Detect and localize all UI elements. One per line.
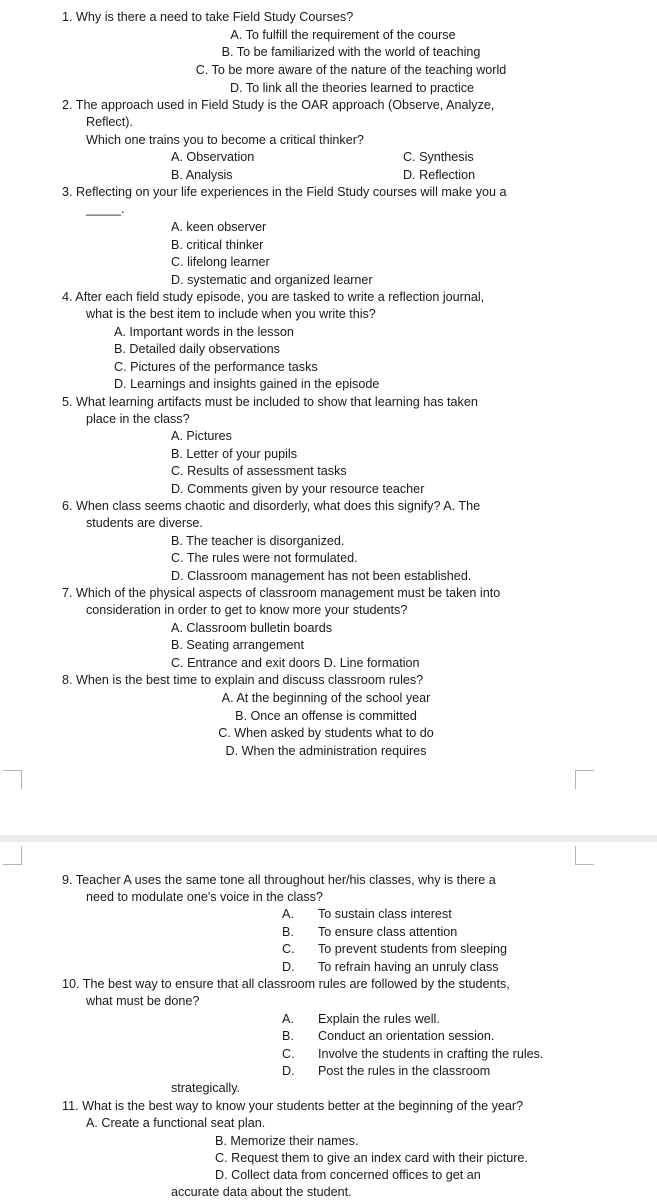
q9-option-b: [282, 925, 457, 940]
page-2: [0, 842, 657, 1198]
question-6-line-1: 6. When class seems chaotic and disorderly, what does this signify? A. The: [62, 499, 481, 513]
q7-option-c-d: C. Entrance and exit doors D. Line formation: [171, 656, 420, 670]
q2-option-b: B. Analysis: [171, 168, 233, 182]
option-letter: D.: [282, 960, 295, 974]
option-letter: D.: [282, 1064, 295, 1078]
q9-option-d: [282, 960, 499, 975]
page-separator: [0, 835, 657, 842]
q5-option-b: B. Letter of your pupils: [171, 447, 298, 461]
q10-option-c: [282, 1047, 543, 1062]
question-11-line-1: 11. What is the best way to know your students better at the beginning of the year?: [62, 1099, 524, 1113]
q11-continuation: accurate data about the student.: [171, 1185, 352, 1199]
q3-option-b: B. critical thinker: [171, 238, 264, 252]
q1-option-d: D. To link all the theories learned to practice: [229, 81, 475, 95]
question-2-line-2: Reflect).: [86, 115, 133, 129]
q3-option-c: C. lifelong learner: [171, 255, 270, 269]
option-text: Post the rules in the classroom: [318, 1064, 491, 1078]
q6-option-c: C. The rules were not formulated.: [171, 551, 358, 565]
q4-option-b: B. Detailed daily observations: [114, 342, 280, 356]
q10-option-b: [282, 1029, 494, 1044]
option-letter: A.: [282, 907, 294, 921]
question-1: 1. Why is there a need to take Field Study Courses?: [62, 10, 354, 24]
option-letter: B.: [282, 925, 294, 939]
question-8: 8. When is the best time to explain and discuss classroom rules?: [62, 673, 424, 687]
q11-option-c: C. Request them to give an index card with their picture.: [215, 1151, 528, 1165]
question-5-line-1: 5. What learning artifacts must be included to show that learning has taken: [62, 395, 478, 409]
q6-option-d: D. Classroom management has not been established.: [171, 569, 472, 583]
q3-option-a: A. keen observer: [171, 220, 267, 234]
q1-option-c: C. To be more aware of the nature of the teaching world: [195, 63, 507, 77]
crop-mark-bottom-left: [3, 846, 22, 865]
question-6-line-2: students are diverse.: [86, 516, 203, 530]
option-text: To refrain having an unruly class: [318, 960, 499, 974]
question-4-line-1: 4. After each field study episode, you are tasked to write a reflection journal,: [62, 290, 485, 304]
q8-option-b: B. Once an offense is committed: [235, 709, 417, 723]
q4-option-c: C. Pictures of the performance tasks: [114, 360, 318, 374]
question-10-line-1: 10. The best way to ensure that all classroom rules are followed by the students,: [62, 977, 510, 991]
crop-mark-bottom-right: [575, 846, 594, 865]
q9-option-c: [282, 942, 507, 957]
q8-option-c: C. When asked by students what to do: [218, 726, 434, 740]
question-2-line-1: 2. The approach used in Field Study is the OAR approach (Observe, Analyze,: [62, 98, 495, 112]
option-text: To ensure class attention: [318, 925, 458, 939]
question-7-line-1: 7. Which of the physical aspects of classroom management must be taken into: [62, 586, 501, 600]
option-text: Explain the rules well.: [318, 1012, 440, 1026]
q10-option-a: [282, 1012, 440, 1027]
q4-option-d: D. Learnings and insights gained in the episode: [114, 377, 380, 391]
q9-option-a: [282, 907, 452, 922]
question-9-line-2: need to modulate one's voice in the class?: [86, 890, 323, 904]
q3-option-d: D. systematic and organized learner: [171, 273, 373, 287]
question-4-line-2: what is the best item to include when you write this?: [86, 307, 376, 321]
option-text: To sustain class interest: [318, 907, 452, 921]
q8-option-a: A. At the beginning of the school year: [221, 691, 431, 705]
q11-option-a: A. Create a functional seat plan.: [86, 1116, 266, 1130]
option-letter: C.: [282, 1047, 295, 1061]
option-letter: C.: [282, 942, 295, 956]
question-2-line-3: Which one trains you to become a critical thinker?: [86, 133, 364, 147]
q5-option-c: C. Results of assessment tasks: [171, 464, 347, 478]
option-letter: A.: [282, 1012, 294, 1026]
q7-option-a: A. Classroom bulletin boards: [171, 621, 332, 635]
q11-option-d: D. Collect data from concerned offices to get an: [215, 1168, 481, 1182]
q6-option-b: B. The teacher is disorganized.: [171, 534, 345, 548]
question-7-line-2: consideration in order to get to know more your students?: [86, 603, 408, 617]
option-text: To prevent students from sleeping: [318, 942, 508, 956]
q7-option-b: B. Seating arrangement: [171, 638, 305, 652]
q11-option-b: B. Memorize their names.: [215, 1134, 359, 1148]
option-text: Conduct an orientation session.: [318, 1029, 495, 1043]
question-3-line-1: 3. Reflecting on your life experiences in the Field Study courses will make you a: [62, 185, 507, 199]
q2-option-c: C. Synthesis: [403, 150, 474, 164]
question-9-line-1: 9. Teacher A uses the same tone all throughout her/his classes, why is there a: [62, 873, 496, 887]
q5-option-d: D. Comments given by your resource teacher: [171, 482, 425, 496]
q1-option-b: B. To be familiarized with the world of teaching: [221, 45, 481, 59]
option-letter: B.: [282, 1029, 294, 1043]
q5-option-a: A. Pictures: [171, 429, 232, 443]
q8-option-d: D. When the administration requires: [225, 744, 427, 758]
q10-continuation: strategically.: [171, 1081, 241, 1095]
q2-option-a: A. Observation: [171, 150, 255, 164]
question-5-line-2: place in the class?: [86, 412, 190, 426]
crop-mark-top-right: [575, 770, 594, 789]
q2-option-d: D. Reflection: [403, 168, 476, 182]
question-10-line-2: what must be done?: [86, 994, 200, 1008]
q10-option-d: [282, 1064, 490, 1079]
question-3-blank: _____.: [86, 202, 125, 216]
q1-option-a: A. To fulfill the requirement of the course: [230, 28, 456, 42]
crop-mark-top-left: [3, 770, 22, 789]
option-text: Involve the students in crafting the rules.: [318, 1047, 544, 1061]
q4-option-a: A. Important words in the lesson: [114, 325, 294, 339]
